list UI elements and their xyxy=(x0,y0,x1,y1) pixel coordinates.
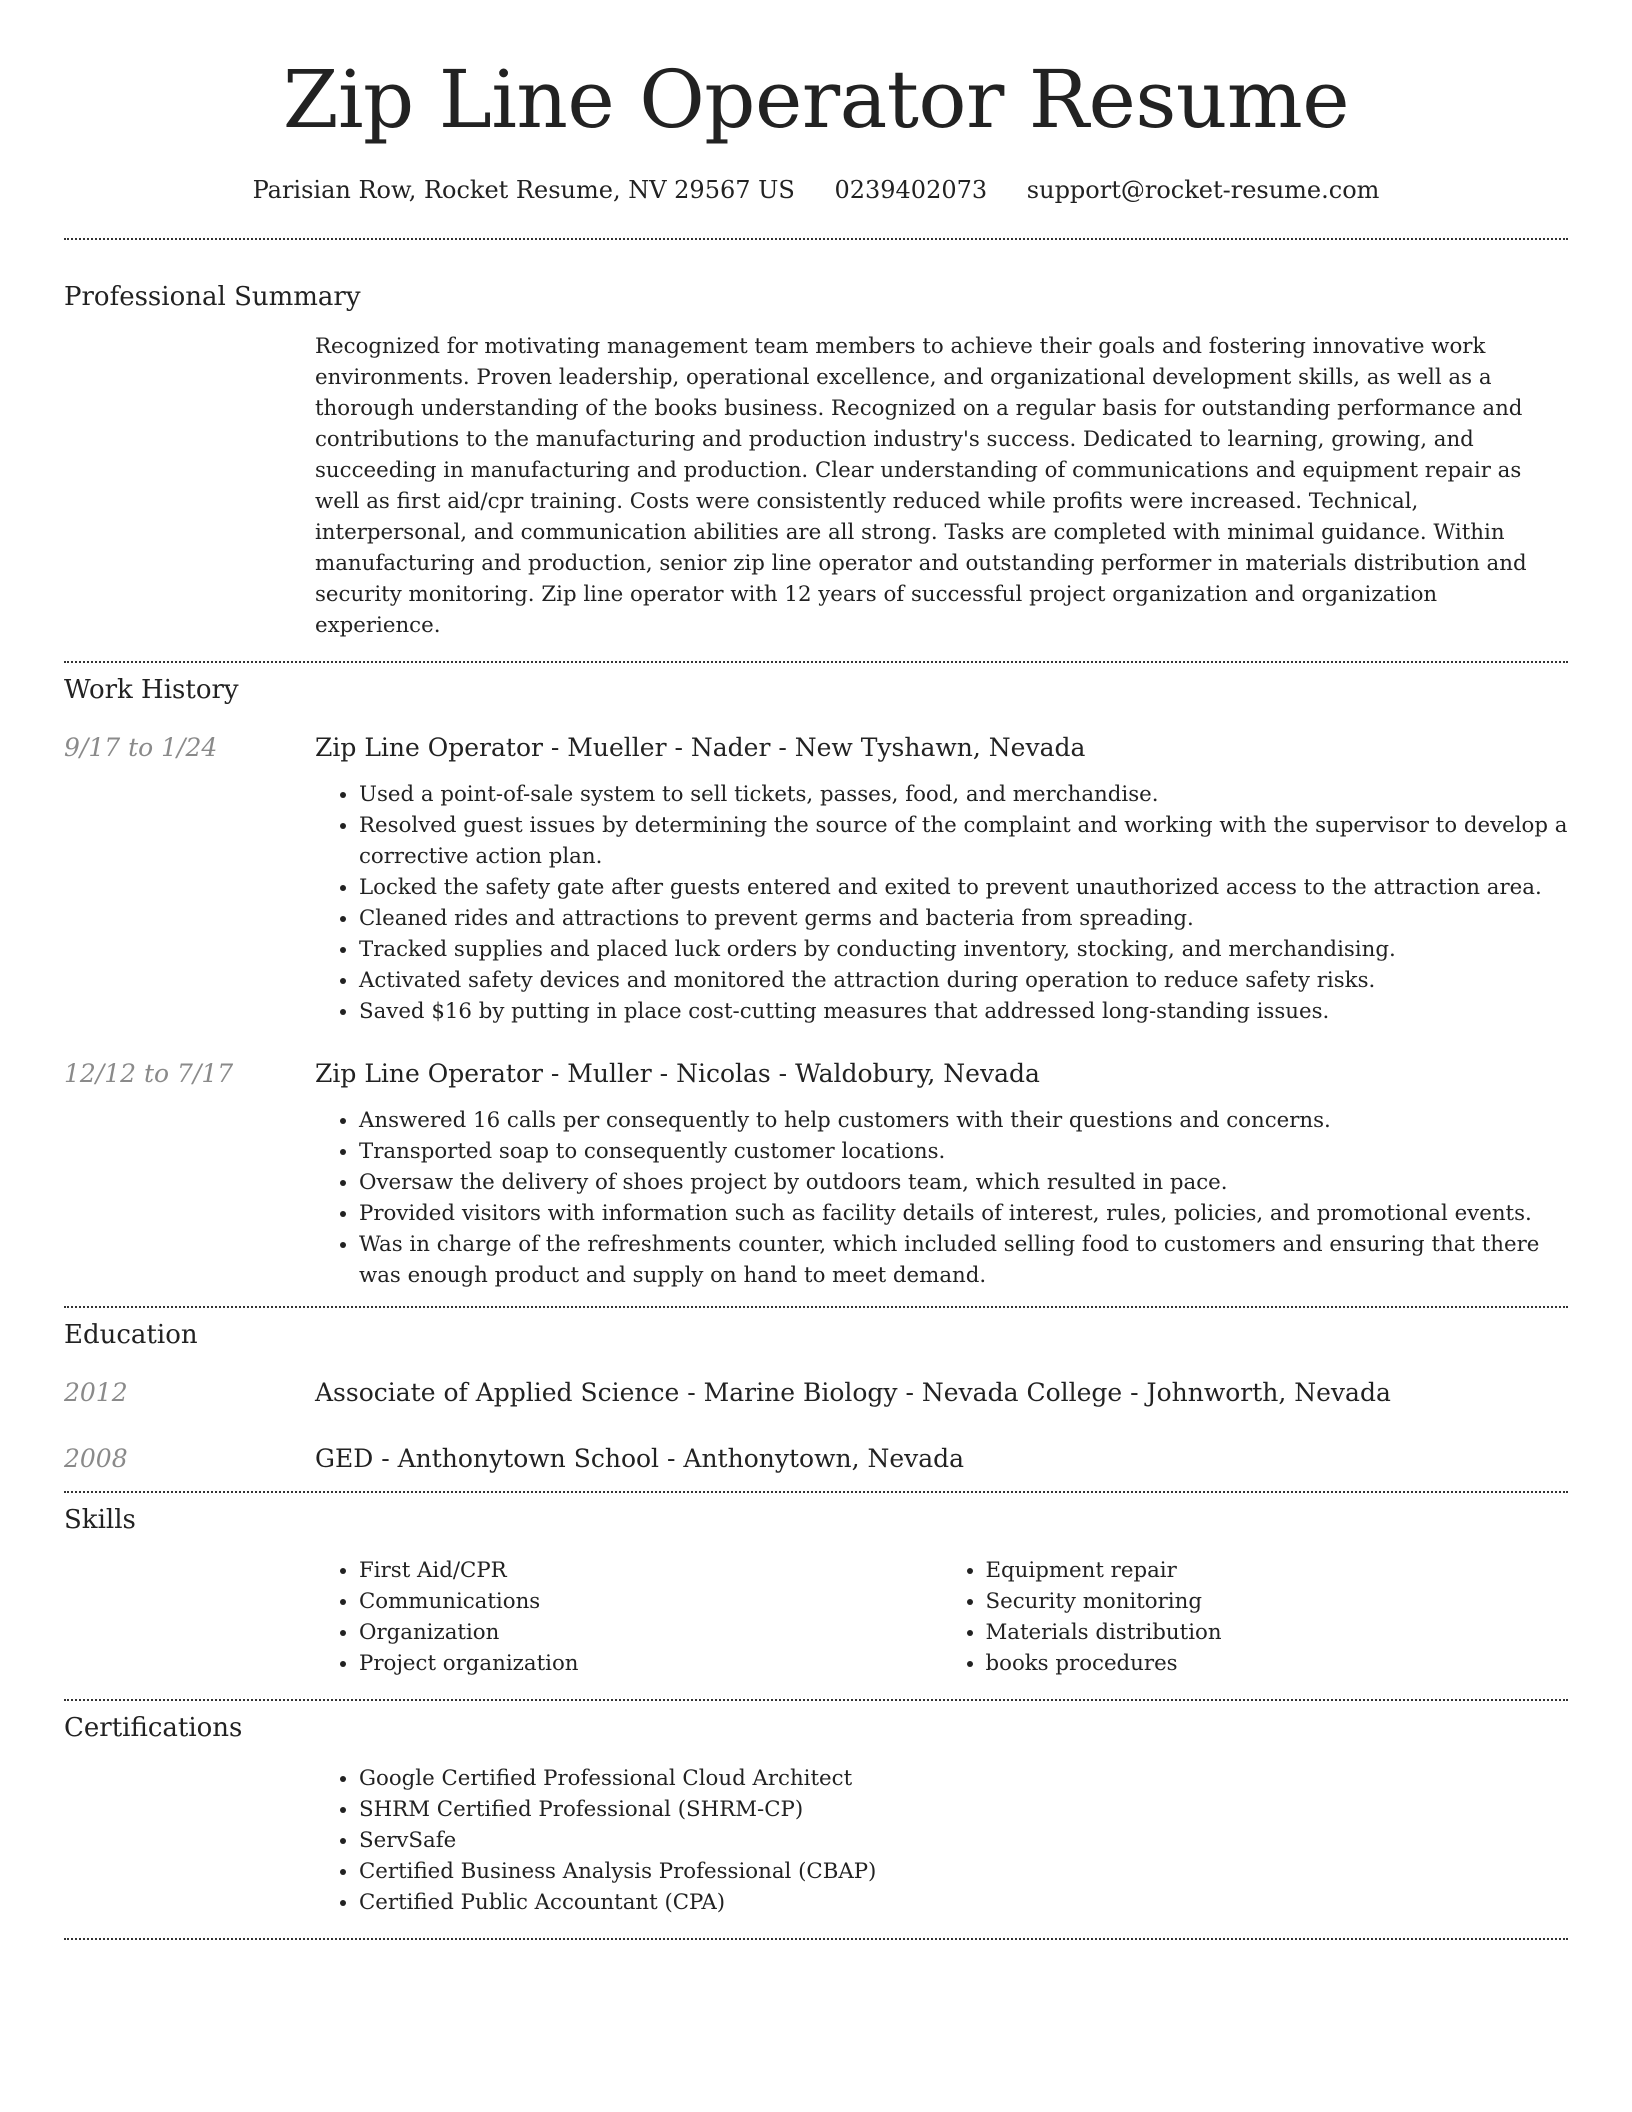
job-dates: 12/12 to 7/17 xyxy=(64,1059,234,1088)
skills-list-left xyxy=(315,1555,942,1679)
section-title-summary: Professional Summary xyxy=(64,282,361,312)
list-item: • Resolved guest issues by determining the source of the complaint and working with the supervisor to develop a corrective action plan. xyxy=(359,810,1568,872)
skills-list-right xyxy=(942,1555,1569,1679)
list-item: • Google Certified Professional Cloud Architect xyxy=(359,1763,1568,1794)
list-item: • Cleaned rides and attractions to prevent germs and bacteria from spreading. xyxy=(359,903,1568,934)
job-dates: 9/17 to 1/24 xyxy=(64,733,218,762)
list-item: • Materials distribution xyxy=(986,1617,1569,1648)
list-item: • Answered 16 calls per consequently to help customers with their questions and concerns. xyxy=(359,1105,1568,1136)
contact-address: Parisian Row, Rocket Resume, NV 29567 US xyxy=(252,176,795,204)
list-item: • Tracked supplies and placed luck orders by conducting inventory, stocking, and merchandising. xyxy=(359,934,1568,965)
summary-text: Recognized for motivating management team members to achieve their goals and fostering innovative work environments. Proven leadership, operational excellence, and organizational development skills, as well as a thorough understanding of the books business. Recognized on a regular basis for outstanding performance and contributions to the manufacturing and production industry's success. Dedicated to learning, growing, and succeeding in manufacturing and production. Clear understanding of communications and equipment repair as well as first aid/cpr training. Costs were consistently reduced while profits were increased. Technical, interpersonal, and communication abilities are all strong. Tasks are completed with minimal guidance. Within manufacturing and production, senior zip line operator and outstanding performer in materials distribution and security monitoring. Zip line operator with 12 years of successful project organization and organization experience. xyxy=(315,334,1527,638)
contact-line xyxy=(64,176,1568,204)
education-section xyxy=(64,1308,1568,1491)
list-item: • Was in charge of the refreshments counter, which included selling food to customers and ensuring that there was enough product and supply on hand to meet demand. xyxy=(359,1229,1568,1291)
job-bullets xyxy=(315,1105,1568,1291)
contact-email[interactable]: support@rocket-resume.com xyxy=(1026,176,1380,204)
job-entry xyxy=(64,1057,1568,1291)
education-year: 2008 xyxy=(64,1444,128,1473)
resume-title: Zip Line Operator Resume xyxy=(282,53,1350,146)
list-item: • First Aid/CPR xyxy=(359,1555,942,1586)
education-text: Associate of Applied Science - Marine Biology - Nevada College - Johnworth, Nevada xyxy=(315,1378,1391,1407)
education-text: GED - Anthonytown School - Anthonytown, Nevada xyxy=(315,1444,965,1473)
list-item: • Oversaw the delivery of shoes project by outdoors team, which resulted in pace. xyxy=(359,1167,1568,1198)
list-item: • Equipment repair xyxy=(986,1555,1569,1586)
education-entry xyxy=(64,1376,1568,1410)
list-item: • Project organization xyxy=(359,1648,942,1679)
list-item: • Communications xyxy=(359,1586,942,1617)
section-title-work: Work History xyxy=(64,675,239,705)
list-item: • ServSafe xyxy=(359,1825,1568,1856)
list-item: • Saved $16 by putting in place cost-cutting measures that addressed long-standing issues. xyxy=(359,996,1568,1027)
job-title: Zip Line Operator - Muller - Nicolas - Waldobury, Nevada xyxy=(315,1059,1040,1088)
list-item: • Locked the safety gate after guests entered and exited to prevent unauthorized access to the attraction area. xyxy=(359,872,1568,903)
work-history-section xyxy=(64,663,1568,1306)
job-title: Zip Line Operator - Mueller - Nader - New Tyshawn, Nevada xyxy=(315,733,1086,762)
education-year: 2012 xyxy=(64,1378,128,1407)
list-item: • Provided visitors with information such as facility details of interest, rules, policies, and promotional events. xyxy=(359,1198,1568,1229)
certifications-list xyxy=(315,1763,1568,1918)
skills-section xyxy=(64,1493,1568,1699)
certifications-section xyxy=(64,1701,1568,1938)
list-item: • Organization xyxy=(359,1617,942,1648)
list-item: • Security monitoring xyxy=(986,1586,1569,1617)
education-entry xyxy=(64,1442,1568,1476)
job-bullets xyxy=(315,779,1568,1027)
section-title-skills: Skills xyxy=(64,1505,136,1535)
contact-phone: 0239402073 xyxy=(834,176,988,204)
list-item: • Certified Business Analysis Professional (CBAP) xyxy=(359,1856,1568,1887)
section-title-certifications: Certifications xyxy=(64,1713,243,1743)
list-item: • Activated safety devices and monitored the attraction during operation to reduce safety risks. xyxy=(359,965,1568,996)
professional-summary-section xyxy=(64,240,1568,661)
job-entry xyxy=(64,731,1568,1027)
list-item: • books procedures xyxy=(986,1648,1569,1679)
list-item: • SHRM Certified Professional (SHRM-CP) xyxy=(359,1794,1568,1825)
list-item: • Transported soap to consequently customer locations. xyxy=(359,1136,1568,1167)
resume-header xyxy=(64,0,1568,204)
list-item: • Certified Public Accountant (CPA) xyxy=(359,1887,1568,1918)
section-divider xyxy=(64,1938,1568,1940)
section-title-education: Education xyxy=(64,1320,198,1350)
list-item: • Used a point-of-sale system to sell tickets, passes, food, and merchandise. xyxy=(359,779,1568,810)
